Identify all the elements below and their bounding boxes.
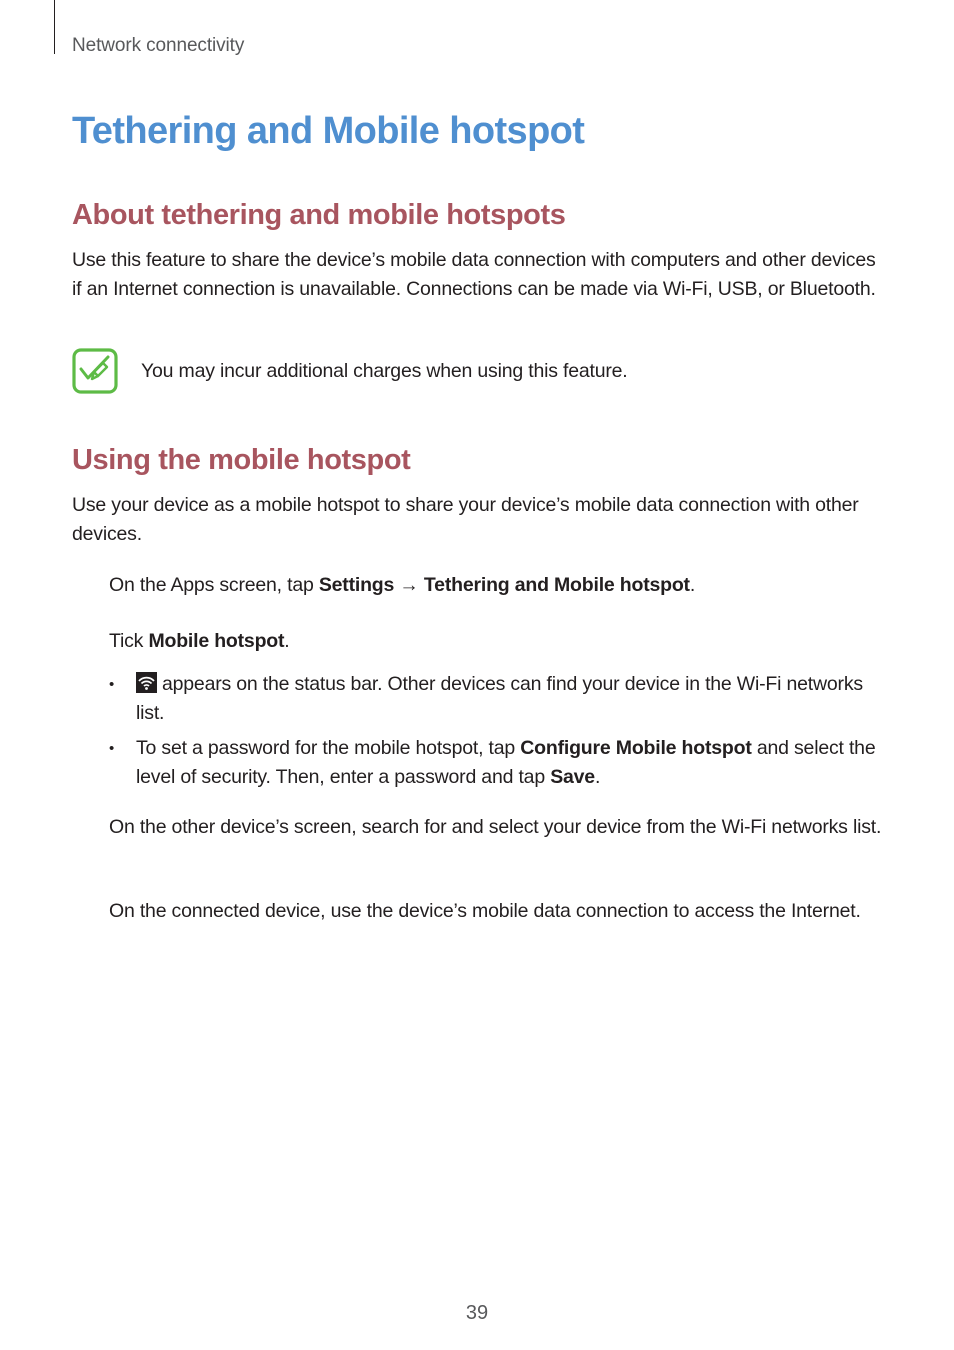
step-2-post: . [284,630,290,652]
bullet-text [136,734,888,792]
step-3: On the other device’s screen, search for and select your device from the Wi-Fi networks list. [109,816,882,838]
note-pencil-icon [72,348,118,394]
step-4: On the connected device, use the device’s mobile data connection to access the Internet. [109,900,861,922]
step-2-pre: Tick [109,630,149,652]
tethering-label: Tethering and Mobile hotspot [423,574,690,596]
bullet-dot: • [109,676,115,693]
bullet-text [136,670,888,728]
settings-label: Settings [318,574,395,596]
bullet-dot: • [109,740,115,757]
using-paragraph: Use your device as a mobile hotspot to share your device’s mobile data connection with other devices. [72,494,859,545]
section-heading-about: About tethering and mobile hotspots [72,199,566,231]
bullet-2-pre: To set a password for the mobile hotspot, tap [136,737,521,759]
page-title: Tethering and Mobile hotspot [72,110,585,152]
mobile-hotspot-label: Mobile hotspot [148,630,285,652]
hotspot-status-icon [136,672,157,693]
save-label: Save [550,766,595,788]
step-1-pre: On the Apps screen, tap [109,574,319,596]
page-number: 39 [465,1302,489,1324]
note-text: You may incur additional charges when using this feature. [141,360,628,382]
about-paragraph: Use this feature to share the device’s mobile data connection with computers and other devices if an Internet connection is unavailable. Connections can be made via Wi-Fi, USB, or Bluetooth. [72,249,876,300]
running-header: Network connectivity [72,35,245,56]
step-1 [109,571,889,600]
bullet-2-mid: and select the level of security. Then, enter a password and tap [136,737,876,788]
step-2 [109,627,889,656]
bullet-1-text: appears on the status bar. Other devices can find your device in the Wi-Fi networks list. [136,673,863,724]
configure-label: Configure Mobile hotspot [520,737,752,759]
arrow: → [394,574,424,596]
step-1-post: . [689,574,696,596]
margin-rule [54,0,55,54]
bullet-2-post: . [594,766,601,788]
section-heading-using: Using the mobile hotspot [72,444,411,476]
